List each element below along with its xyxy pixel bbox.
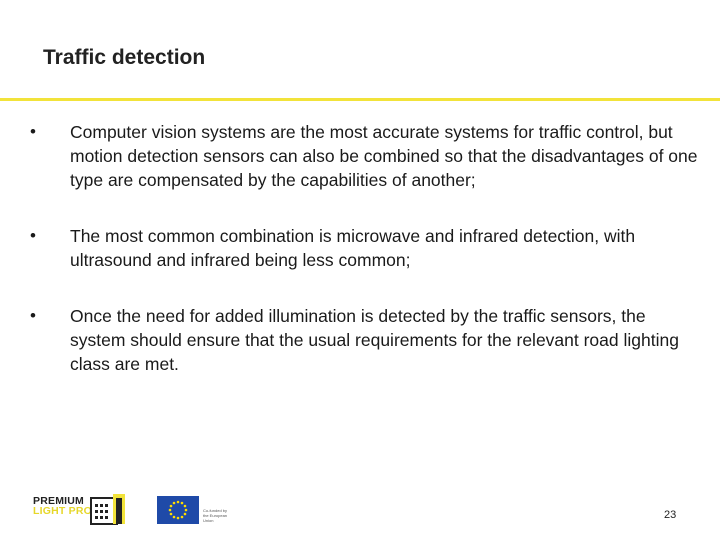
bullet-text: Once the need for added illumination is detected by the traffic sensors, the system should ensure that the usual requirements for the relevant road lighting class are met. [70, 306, 679, 374]
logo-wordmark [33, 496, 92, 516]
bullet-list [30, 120, 700, 376]
title-divider [0, 98, 720, 101]
building-icon [89, 492, 129, 526]
logo-line-2: LIGHT PRO [33, 505, 92, 517]
logo-line-1: PREMIUM [33, 495, 84, 507]
bullet-marker: • [30, 226, 36, 245]
slide-title: Traffic detection [43, 46, 206, 69]
premium-light-pro-logo [33, 492, 127, 526]
bullet-item [30, 304, 700, 376]
eu-cofunded-text: Co-funded by the European Union [203, 508, 228, 523]
bullet-marker: • [30, 122, 36, 141]
bullet-item [30, 224, 700, 272]
page-number: 23 [664, 509, 677, 521]
bullet-marker: • [30, 306, 36, 325]
bullet-text: The most common combination is microwave and infrared detection, with ultrasound and infrared being less common; [70, 226, 636, 270]
eu-flag-icon [157, 496, 199, 524]
bullet-item [30, 120, 700, 192]
bullet-text: Computer vision systems are the most accurate systems for traffic control, but motion detection sensors can also be combined so that the disadvantages of one type are compensated by the capabilities of another; [70, 122, 698, 190]
eu-stars-icon [157, 496, 199, 524]
